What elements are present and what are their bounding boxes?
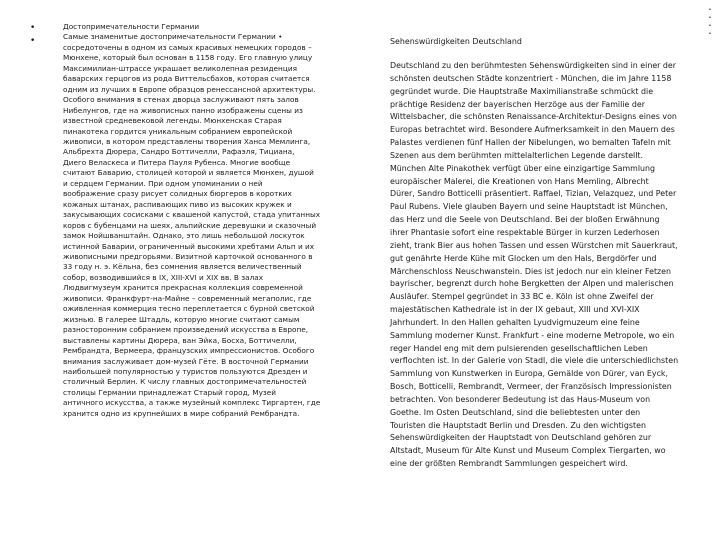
side-dot-2: • [708,15,712,21]
bullet-2: • [30,36,36,46]
side-dot-3: • [708,23,712,29]
side-dot-4: • [708,31,712,37]
russian-column [63,22,381,419]
bullet-1: • [30,23,36,33]
german-column [390,60,715,471]
russian-body-text: Самые знаменитые достопримечательности Германии • сосредоточены в одном из самых красивых немецких городов – Мюнхене, который был основан в 1158 году. Его главную улицу Максимилиан-штрассе украшает великолепная резиденция баварских герцогов из рода Виттельсбахов, которая считается одним из лучших в Европе образцов ренессансной архитектуры. Особого внимания в стенах дворца заслуживают пять залов Нибелунгов, где на живописных панно изображены сцены из известной средневековой легенды. Мюнхенская Старая пинакотека гордится уникальным собранием европейской живописи, в котором представлены творения Ханса Мемлинга, Альбрехта Дюрера, Сандро Боттичелли, Рафаэля, Тициана, Диего Веласкеса и Питера Пауля Рубенса. Многие вообще считают Баварию, столицей которой и является Мюнхен, душой и сердцем Германии. При одном упоминании о ней воображение сразу рисует солидных бюргеров в коротких кожаных штанах, распивающих пиво из высоких кружек и закусывающих сосисками с квашеной капустой, стада упитанных коров с бубенцами на шеях, альпийские деревушки и сказочный замок Нойшванштайн. Однако, это лишь небольшой лоскуток истинной Баварии, ограниченный высокими хребтами Альп и их живописными предгорьями. Визитной карточкой основанного в 33 году н. э. Кёльна, без сомнения является величественный собор, возводившийся в IX, XIII-XVI и XIX вв. В залах Людвигмузеум хранится прекрасная коллекция современной живописи. Франкфурт-на-Майне – современный мегаполис, где оживленная коммерция тесно переплетается с бурной светской жизнью. В галерее Штадль, которую многие считают самым разносторонним собранием произведений искусства в Европе, выставлены картины Дюрера, ван Эйка, Босха, Боттичелли, Рембрандта, Вермеера, французских импрессионистов. Особого внимания заслуживает дом-музей Гёте. В восточной Германии наибольшей популярностью у туристов пользуются Дрезден и столичный Берлин. К числу главных достопримечательностей столицы Германии принадлежат Старый город, Музей античного искусства, а также музейный комплекс Тиргартен, где хранится одно из крупнейших в мире собраний Рембрандта. [63,32,321,418]
side-dots-decoration [704,6,716,38]
bullet-column [30,22,40,48]
side-dot-1: • [708,7,712,13]
german-title: Sehenswürdigkeiten Deutschland [390,37,522,46]
german-body-text: Deutschland zu den berühmtesten Sehenswürdigkeiten sind in einer der schönsten deutschen Städte konzentriert - München, die im Jahre 1158 gegründet wurde. Die Hauptstraße Maximilianstraße schmückt die prächtige Residenz der bayerischen Herzöge aus der Familie der Wittelsbacher, die schönsten Renaissance-Architektur-Designs eines von Europas betrachtet wird. Besondere Aufmerksamkeit in den Mauern des Palastes verdienen fünf Hallen der Nibelungen, wo bemalten Tafeln mit Szenen aus dem berühmten mittelalterlichen Legende darstellt. München Alte Pinakothek verfügt über eine einzigartige Sammlung europäischer Malerei, die Kreationen von Hans Memling, Albrecht Dürer, Sandro Botticelli präsentiert. Raffael, Tizian, Velazquez, und Peter Paul Rubens. Viele glauben Bayern und seine Hauptstadt ist München, das Herz und die Seele von Deutschland. Bei der bloßen Erwähnung ihrer Phantasie sofort eine respektable Bürger in kurzen Lederhosen zieht, trank Bier aus hohen Tassen und essen Würstchen mit Sauerkraut, gut genährte Herde Kühe mit Glocken um den Hals, Bergdörfer und Märchenschloss Neuschwanstein. Dies ist jedoch nur ein kleiner Fetzen bayrischer, begrenzt durch hohe Bergketten der Alpen und malerischen Ausläufer. Stempel gegründet in 33 BC e. Köln ist ohne Zweifel der majestätischen Kathedrale ist in der IX gebaut, XIII und XVI-XIX Jahrhundert. In den Hallen gehalten Lyudvigmuzeum eine feine Sammlung moderner Kunst. Frankfurt - eine moderne Metropole, wo ein reger Handel eng mit dem pulsierenden gesellschaftlichen Leben verflochten ist. In der Galerie von Stadl, die viele die unterschiedlichsten Sammlung von Kunstwerken in Europa, Gemälde von Dürer, van Eyck, Bosch, Botticelli, Rembrandt, Vermeer, der Französisch Impressionisten betrachten. Von besonderer Bedeutung ist das Haus-Museum von Goethe. Im Osten Deutschland, sind die beliebtesten unter den Touristen die Hauptstadt Berlin und Dresden. Zu den wichtigsten Sehenswürdigkeiten der Hauptstadt von Deutschland gehören zur Altstadt, Museum für Alte Kunst und Museum Complex Tiergarten, wo eine der größten Rembrandt Sammlungen gespeichert wird. [390,61,679,469]
russian-heading: Достопримечательности Германии [63,22,200,31]
